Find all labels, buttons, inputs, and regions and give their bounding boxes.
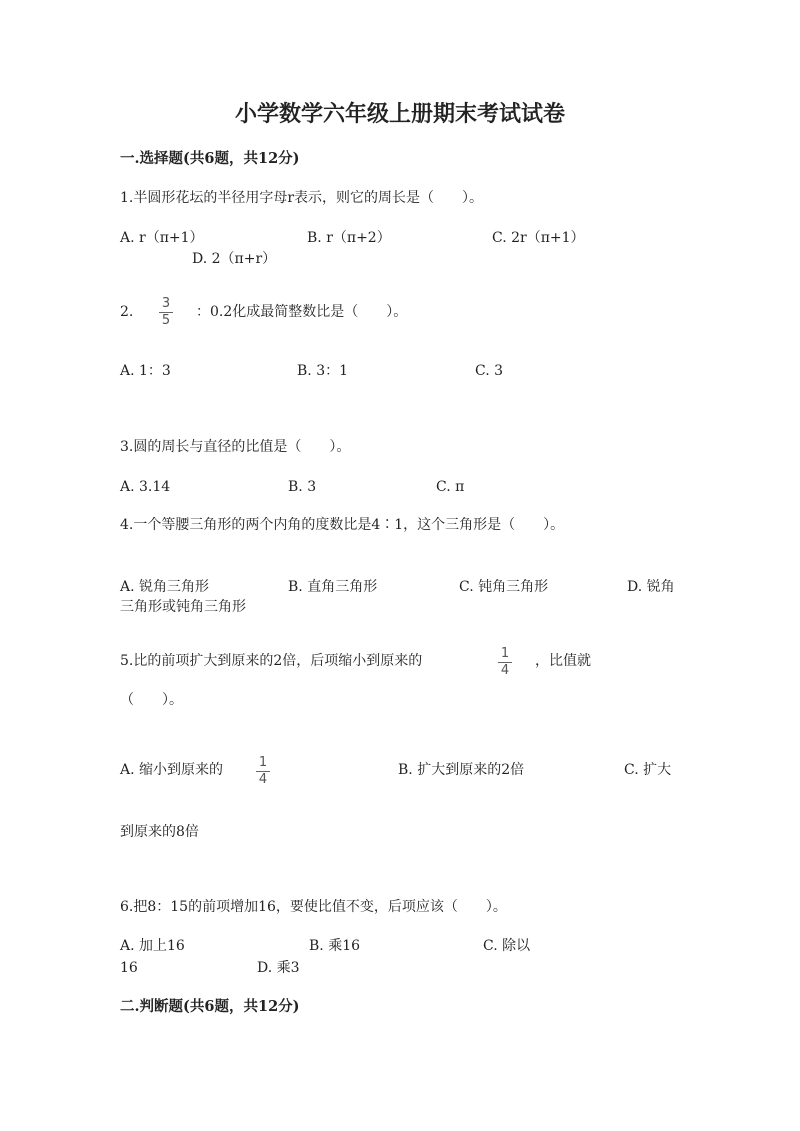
page-title: 小学数学六年级上册期末考试试卷 bbox=[234, 101, 565, 127]
question-2-stem: ：0.2化成最简整数比是（ ）。 bbox=[196, 304, 408, 320]
question-6-stem: 6.把8：15的前项增加16，要使比值不变，后项应该（ ）。 bbox=[120, 899, 507, 915]
question-5-stem-continued: ，比值就 bbox=[535, 653, 591, 669]
question-1-option-d: D. 2（π+r） bbox=[192, 251, 277, 267]
question-4-stem: 4.一个等腰三角形的两个内角的度数比是4∶1，这个三角形是（ ）。 bbox=[120, 517, 565, 533]
question-6-option-c-continued: 16 bbox=[120, 960, 138, 976]
question-1-stem: 1.半圆形花坛的半径用字母r表示，则它的周长是（ ）。 bbox=[120, 190, 484, 206]
question-2-fraction bbox=[158, 297, 174, 328]
question-5-blank: （ ）。 bbox=[120, 692, 183, 708]
fraction-denominator: 5 bbox=[161, 313, 171, 328]
question-5-option-a-fraction bbox=[255, 756, 271, 787]
question-4-option-d-continued: 三角形或钝角三角形 bbox=[120, 599, 246, 615]
question-5-stem: 5.比的前项扩大到原来的2倍，后项缩小到原来的 bbox=[120, 653, 423, 669]
fraction-denominator: 4 bbox=[258, 772, 268, 787]
fraction-numerator: 3 bbox=[161, 296, 171, 311]
question-6-option-c: C. 除以 bbox=[483, 938, 531, 954]
question-5-option-a: A. 缩小到原来的 bbox=[120, 762, 224, 778]
question-3-stem: 3.圆的周长与直径的比值是（ ）。 bbox=[120, 439, 351, 455]
question-4-option-a: A. 锐角三角形 bbox=[120, 579, 210, 595]
question-4-option-b: B. 直角三角形 bbox=[288, 579, 378, 595]
question-4-option-c: C. 钝角三角形 bbox=[459, 579, 549, 595]
section-heading-choice: 一.选择题(共6题，共12分) bbox=[120, 150, 300, 167]
question-5-option-c: C. 扩大 bbox=[624, 762, 672, 778]
question-5-option-c-continued: 到原来的8倍 bbox=[120, 824, 199, 840]
question-3-option-a: A. 3.14 bbox=[120, 479, 171, 495]
section-heading-judgement: 二.判断题(共6题，共12分) bbox=[120, 998, 300, 1015]
question-4-option-d: D. 锐角 bbox=[627, 579, 675, 595]
question-2-option-a: A. 1：3 bbox=[120, 363, 171, 379]
question-3-option-b: B. 3 bbox=[288, 479, 317, 495]
fraction-numerator: 1 bbox=[500, 646, 510, 661]
fraction-denominator: 4 bbox=[500, 663, 510, 678]
fraction-numerator: 1 bbox=[258, 755, 268, 770]
question-1-option-c: C. 2r（π+1） bbox=[492, 230, 585, 246]
question-3-option-c: C. π bbox=[436, 479, 465, 495]
question-2-option-b: B. 3：1 bbox=[297, 363, 349, 379]
question-1-option-b: B. r（π+2） bbox=[307, 230, 391, 246]
question-2-number: 2. bbox=[120, 304, 134, 320]
question-5-fraction bbox=[497, 647, 513, 678]
question-5-option-b: B. 扩大到原来的2倍 bbox=[398, 762, 525, 778]
question-6-option-b: B. 乘16 bbox=[309, 938, 361, 954]
question-6-option-d: D. 乘3 bbox=[257, 960, 300, 976]
question-6-option-a: A. 加上16 bbox=[120, 938, 185, 954]
question-2-option-c: C. 3 bbox=[475, 363, 504, 379]
question-1-option-a: A. r（π+1） bbox=[120, 230, 204, 246]
